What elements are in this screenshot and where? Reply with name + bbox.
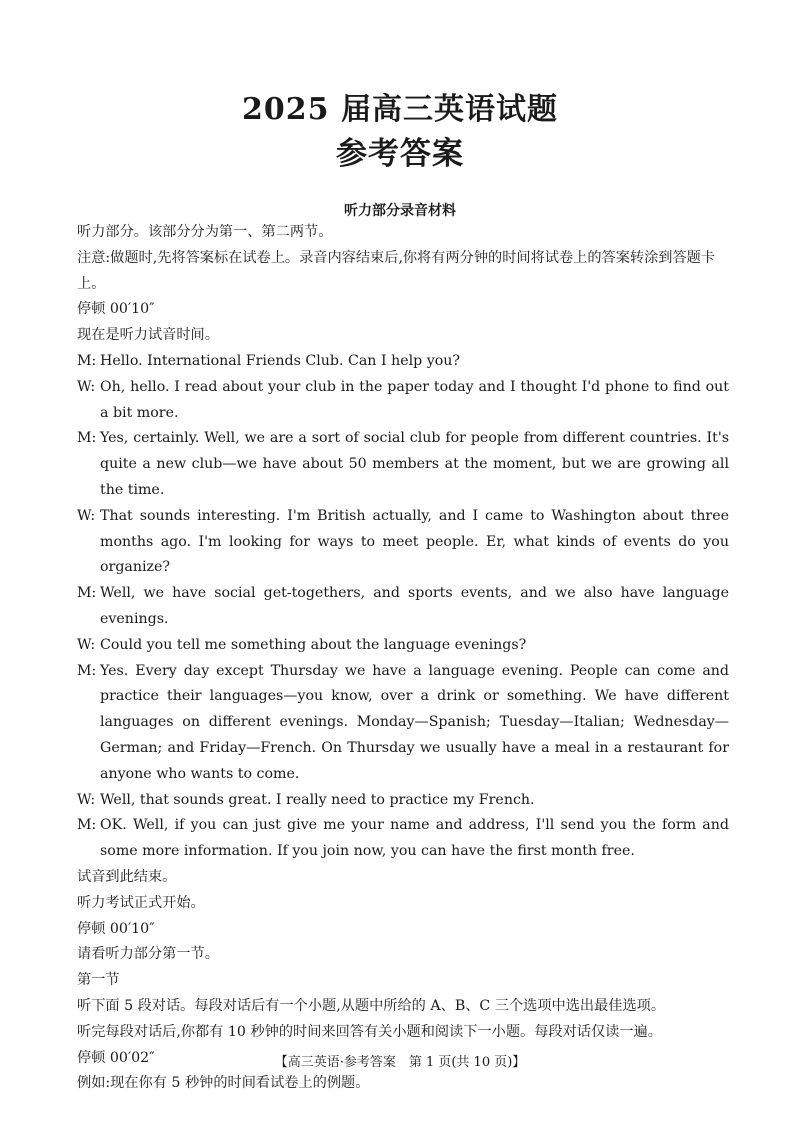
speaker-label: M:: [77, 817, 97, 834]
trial-end-line: 试音到此结束。: [77, 868, 177, 885]
dialogue-line: [77, 659, 729, 788]
dialogue-line: [77, 581, 729, 633]
dialogue-line: [77, 633, 729, 659]
dialogue-line: [77, 375, 729, 427]
speaker-label: W:: [77, 791, 96, 808]
page-footer: 【高三英语·参考答案 第 1 页(共 10 页)】: [274, 1055, 526, 1070]
instruction-line: 听下面 5 段对话。每段对话后有一个小题,从题中所给的 A、B、C 三个选项中选出最佳选项。: [77, 997, 666, 1014]
section-one-title: 第一节: [77, 972, 120, 989]
dialogue-line: [77, 813, 729, 865]
dialogue-text: Well, we have social get-togethers, and sports events, and we also have language evenings.: [100, 585, 729, 627]
section-prompt-line: 请看听力部分第一节。: [77, 946, 219, 963]
dialogue-text: That sounds interesting. I'm British actually, and I came to Washington about three months ago. I'm looking for ways to meet people. Er, what kinds of events do you organize?: [100, 507, 729, 576]
speaker-label: M:: [77, 662, 97, 679]
document-subtitle: 参考答案: [336, 136, 464, 172]
exam-start-line: 听力考试正式开始。: [77, 894, 205, 911]
document-title: 2025 届高三英语试题: [242, 92, 558, 127]
pause-line: 停顿 00′02″: [77, 1049, 155, 1066]
notice-line: 注意:做题时,先将答案标在试卷上。录音内容结束后,你将有两分钟的时间将试卷上的答案转涂到答题卡上。: [77, 249, 716, 292]
dialogue-line: [77, 349, 729, 375]
speaker-label: M:: [77, 430, 97, 447]
speaker-label: M:: [77, 352, 97, 369]
dialogue-text: Could you tell me something about the language evenings?: [100, 636, 527, 653]
dialogue-text: Well, that sounds great. I really need to practice my French.: [100, 791, 535, 808]
dialogue-text: OK. Well, if you can just give me your name and address, I'll send you the form and some more information. If you join now, you can have the first month free.: [100, 817, 729, 860]
speaker-label: W:: [77, 378, 96, 395]
dialogue-line: [77, 504, 729, 581]
instruction-line: 听完每段对话后,你都有 10 秒钟的时间来回答有关小题和阅读下一小题。每段对话仅读一遍。: [77, 1023, 662, 1040]
speaker-label: M:: [77, 585, 97, 602]
dialogue-text: Oh, hello. I read about your club in the paper today and I thought I'd phone to find out a bit more.: [100, 378, 729, 421]
pause-line: 停顿 00′10″: [77, 301, 155, 318]
dialogue-line: [77, 426, 729, 503]
dialogue-text: Yes. Every day except Thursday we have a language evening. People can come and practice their languages—you know, over a drink or something. We have different languages on different evenings. Monday—Spanish; Tuesday—Italian; Wednesday—German; and Friday—French. On Thursday we usually have a meal in a restaurant for anyone who wants to come.: [100, 662, 729, 782]
speaker-label: W:: [77, 636, 96, 653]
pause-line: 停顿 00′10″: [77, 920, 155, 937]
speaker-label: W:: [77, 507, 96, 524]
section-heading: 听力部分录音材料: [344, 203, 456, 219]
transcript-body: [77, 220, 729, 1097]
trial-start-line: 现在是听力试音时间。: [77, 327, 219, 344]
dialogue-text: Hello. International Friends Club. Can I help you?: [100, 352, 461, 369]
example-line: 例如:现在你有 5 秒钟的时间看试卷上的例题。: [77, 1075, 370, 1092]
dialogue-line: [77, 788, 729, 814]
dialogue-text: Yes, certainly. Well, we are a sort of social club for people from different countries. It's quite a new club—we have about 50 members at the moment, but we are growing all the time.: [100, 430, 729, 498]
intro-line: 听力部分。该部分分为第一、第二两节。: [77, 224, 333, 240]
